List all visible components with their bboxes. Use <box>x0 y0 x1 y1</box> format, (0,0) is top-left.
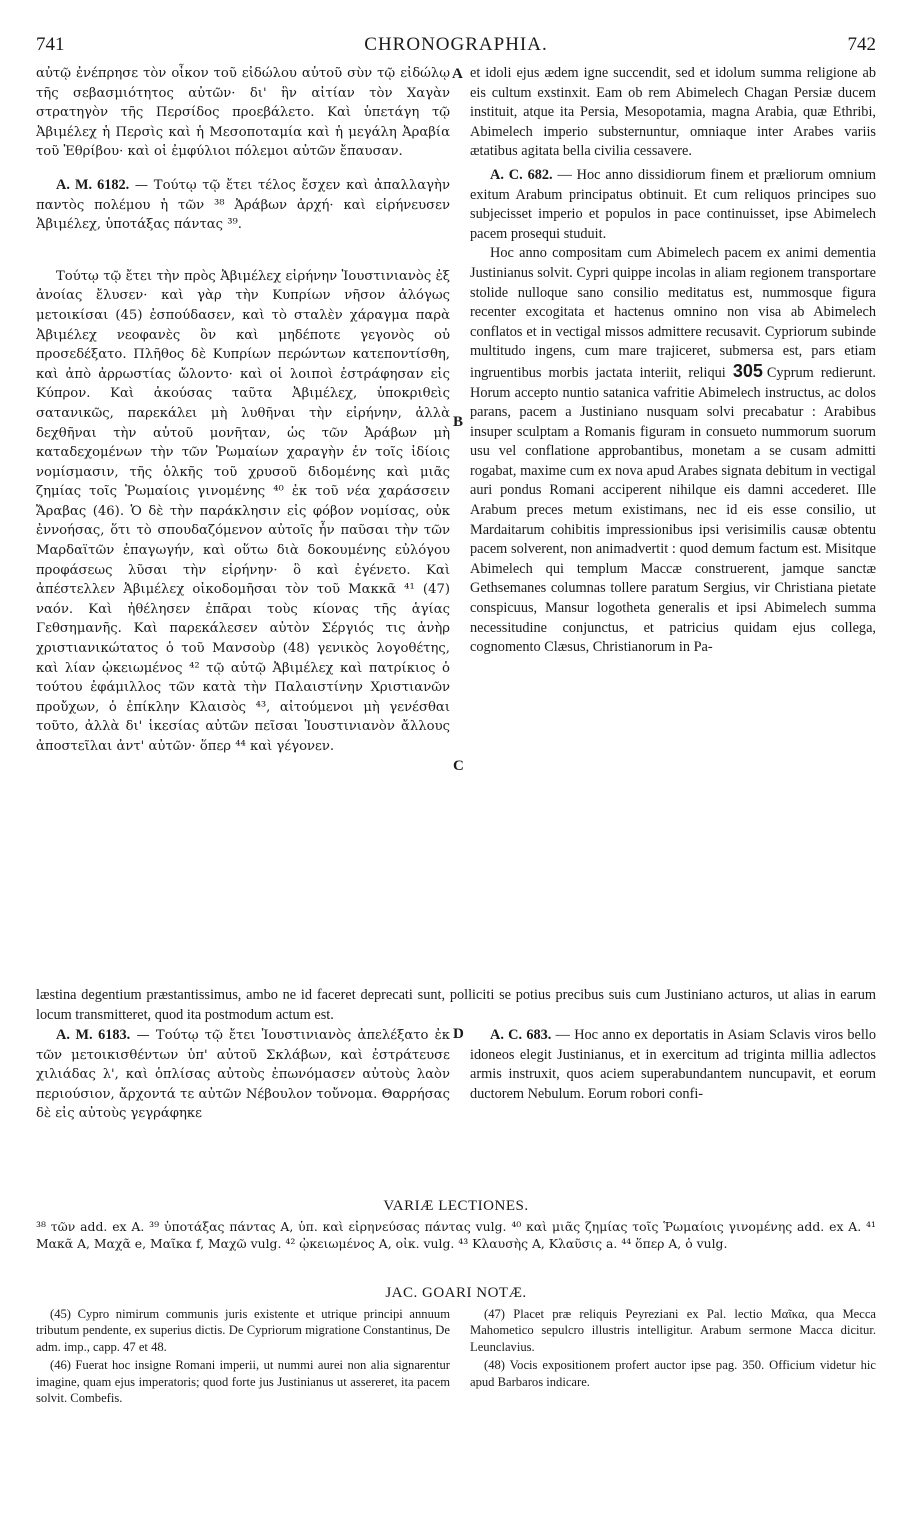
latin-paragraph-1: et idoli ejus ædem igne succendit, sed et idolum summa religione ab eis cultum exstinxit. Eam ob rem Abimelech Chagan Persiæ ducem instituit, atque ita Persia, Mesopotamia, magna Arabia, quæ Ethribi, Abimelech imperio substernuntur, omniaque inter Arabes variis ætatibus agitata bella civilia cessavere. <box>470 65 876 160</box>
latin-column-lower <box>470 1026 876 1104</box>
page-number-right: 742 <box>847 34 876 55</box>
greek-paragraph-2-text: — Τούτῳ τῷ ἔτει τέλος ἔσχεν καὶ ἀπαλλαγὴν παντὸς πολέμου ἡ τῶν ³⁸ Ἀράβων ἀρχή· καὶ εἰρήνευσεν Ἀβιμέλεχ, ὑποτάξας πάντας ³⁹. <box>36 177 450 233</box>
latin-column <box>470 64 876 658</box>
latin-full-width-continuation: læstina degentium præstantissimus, ambo ne id faceret deprecati sunt, polliciti se potius precibus suis cum Justiniano acturos, ut alias in earum locum transmitteret, quod ita postmodum actum est. <box>36 987 876 1023</box>
notes-right-column <box>470 1306 876 1392</box>
latin-paragraph-3b: Cyprum redierunt. Horum accepto nuntio satanica vafritie Abimelech instructus, ac dolos parans, pacem a Justiniano nusquam solvi precabatur : Arabibus insuper sculptam a Romanis figuram in consueto nummorum suorum usu vel conflatione approbantibus, monetam a se cusam admitti rogabat, maxime cum ex nova apud Arabes signata debitum in vectigal auri pondus Romani acciperent nihilque eis damni accederet. Ille Arabum preces metum existimans, nec id eis esse consilio, ut Mardaitarum cohibitis impressionibus ipsi verisimilis causæ obtentu pacem solverent, non animadvertit : quod demum factum est. Misitque Abimelech qui templum Maccæ construerent, jamque sanctæ Gethsemanes columnas tollere paratum Sergius, vir Christiana pietate conspicuus, Mansur logotheta generalis et ipsi Abimelech summa necessitudine conjunctus, et patricius quidam ejus collega, cognomento Clæsus, Christianorum in Pa- <box>470 364 876 656</box>
column-marker-d: D <box>453 1026 464 1042</box>
greek-paragraph-3: Τούτῳ τῷ ἔτει τὴν πρὸς Ἀβιμέλεχ εἰρήνην Ἰουστινιανὸς ἐξ ἀνοίας ἔλυσεν· καὶ γὰρ τὴν Κυπρίων νῆσον ἀλόγως μετοικίσαι (45) ἐσπούδασεν, καὶ τὸ σταλὲν χάραγμα παρὰ Ἀβιμέλεχ νεοφανὲς ὂν καὶ μηδέποτε γεγονὸς οὐ προσεδέξατο. Πλῆθος δὲ Κυπρίων περώντων κατεποντίσθη, καὶ ἀπὸ ἀρρωστίας ὤλοντο· καὶ οἱ λοιποὶ ἐστράφησαν εἰς Κύπρον. Καὶ ἀκούσας ταῦτα Ἀβιμέλεχ, ὑποκριθεὶς σατανικῶς, παρεκάλει μὴ λυθῆναι τὴν εἰρήνην, ἀλλὰ δεχθῆναι τὴν αὐτοῦ μονῆταν, ὡς τῶν Ἀράβων μὴ καταδεχομένων τὴν τῶν Ῥωμαίων χαραγὴν ἐν τοῖς ἰδίοις νομίσμασιν, τῆς ὁλκῆς τοῦ χρυσοῦ διδομένης καὶ μιᾶς ζημίας τοῖς Ῥωμαίοις γινομένης ⁴⁰ ἐκ τοῦ νέα χαράσσειν Ἄραβας (46). Ὁ δὲ τὴν παράκλησιν εἰς φόβον νομίσας, οὐκ ἐννοήσας, ὅτι τὸ σπουδαζόμενον αὐτοῖς ἦν παῦσαι τὴν τῶν Μαρδαϊτῶν ἐπαγωγήν, καὶ οὕτω διὰ δοκουμένης εὐλόγου προφάσεως λῦσαι τὴν εἰρήνην· ὃ καὶ ἐγένετο. Καὶ ἀπέστελλεν Ἀβιμέλεχ οἰκοδομῆσαι τὸν τοῦ Μακκᾶ ⁴¹ (47) ναόν. Καὶ ἠθέλησεν ἐπᾶραι τοὺς κίονας τῆς ἁγίας Γεθσημανῆς. Καὶ παρεκάλεσεν αὐτὸν Σέργιός τις ἀνὴρ χριστιανικώτατος ὁ τοῦ Μανσοὺρ (48) γενικὸς λογοθέτης, καὶ λίαν ᾠκειωμένος ⁴² τῷ αὐτῷ Ἀβιμέλεχ καὶ πατρίκιος ὁ τούτου ἐφάμιλλος τῶν κατὰ τὴν Παλαιστίνην Χριστιανῶν προὔχων, ὁ ἐπίκλην Κλαισὸς ⁴³, αἰτούμενοι μὴ γενέσθαι τοῦτο, ἀλλὰ δι' ἱκεσίας αὐτῶν πεῖσαι Ἰουστινιανὸν ἄλλους ἀποστεῖλαι ἀντ' αὐτῶν· ὅπερ ⁴⁴ καὶ γέγονεν. <box>36 268 450 754</box>
note-48: (48) Vocis expositionem profert auctor ipse pag. 350. Officium videtur hic apud Barbaros indicare. <box>470 1358 876 1389</box>
greek-year-6182: A. M. 6182. <box>56 176 130 193</box>
note-46: (46) Fuerat hoc insigne Romani imperii, ut nummi aurei non alia signarentur imagine, quam ejus imperatoris; quod forte jus Justinianus ut assereret, ita pacem solvit. Combefis. <box>36 1358 450 1406</box>
latin-paragraph-2-text: — Hoc anno dissidiorum finem et præliorum omnium exitum Arabum principatus obtinuit. Et cum reliquos principes suo subjecisset imperio et populos in pace continuisset, ipse Abimelech pacem prosequi studuit. <box>470 166 876 242</box>
page-header <box>36 34 876 60</box>
margin-page-number: 305 <box>732 360 763 381</box>
variae-lectiones-title: VARIÆ LECTIONES. <box>383 1198 529 1214</box>
column-marker-c: C <box>453 758 464 774</box>
note-45: (45) Cypro nimirum communis juris existente et utrique principi annuum tributum pendente, ex superius dictis. De Cypriorum migratione Constantinus, De adm. imp., capp. 47 et 48. <box>36 1307 450 1354</box>
greek-paragraph-1: αὐτῷ ἐνέπρησε τὸν οἶκον τοῦ εἰδώλου αὐτοῦ σὺν τῷ εἰδώλῳ τῆς σεβασμιότητος αὐτῶν· δι' ἣν αἰτίαν τὸν Χαγὰν στρατηγὸν τῆς Περσίδος προεβάλετο. Καὶ ὑπετάγη τῷ Ἀβιμέλεχ ἡ Περσὶς καὶ ἡ Μεσοποταμία καὶ ἡ μεγάλη Ἀραβία τοῦ Ἐθρίβου· καὶ οἱ ἐμφύλιοι πόλεμοι αὐτῶν ἔπαυσαν. <box>36 66 450 160</box>
latin-paragraph-2 <box>470 166 876 244</box>
latin-year-682: A. C. 682. <box>490 166 553 183</box>
latin-paragraph-4-text: — Hoc anno ex deportatis in Asiam Sclavis viros bello idoneos elegit Justinianus, et in exercitum ad triginta millia adlectos armis instruxit, quos aciem superabundantem nuncupavit, et eorum ductorem Nebulum. Eorum robori confi- <box>470 1027 876 1102</box>
notes-left-column <box>36 1306 450 1408</box>
notae-title: JAC. GOARI NOTÆ. <box>385 1285 527 1301</box>
variae-lectiones-text: ³⁸ τῶν add. ex A. ³⁹ ὑποτάξας πάντας A, ὑπ. καὶ εἰρηνεύσας πάντας vulg. ⁴⁰ καὶ μιᾶς ζημίας τοῖς Ῥωμαίοις γινομένης add. ex A. ⁴¹ Μακᾶ A, Μαχᾶ e, Μαῖκα f, Μαχῶ vulg. ⁴² ᾠκειωμένος A, οἰκ. vulg. ⁴³ Κλαυσὴς A, Κλαῦσις a. ⁴⁴ ὅπερ A, ὁ vulg. <box>36 1219 876 1251</box>
page-number-left: 741 <box>36 34 65 55</box>
latin-paragraph-3a: Hoc anno compositam cum Abimelech pacem ex animi dementia Justinianus solvit. Cypri quippe incolas in aliam regionem transportare stolide nulloque sano consilio meditatus est, nummosque figura recenter excogitata et hactenus omnino non visa ab Abimelech conflatos et in vectigal missos admittere recusavit. Cypriorum subinde multitudo ingens, cum mare trajiceret, submersa est, pars etiam ingruentibus morbis jactata interiit, reliqui <box>470 245 876 381</box>
greek-column <box>36 64 450 757</box>
greek-paragraph-2 <box>36 176 450 235</box>
note-47: (47) Placet præ reliquis Peyreziani ex Pal. lectio Μαῖκα, qua Mecca Mahometico sepulcro illustris intelligitur. Arabum sermone Macca dicitur. Leunclavius. <box>470 1307 876 1354</box>
greek-year-6183: A. M. 6183. <box>56 1027 131 1043</box>
greek-paragraph-4 <box>36 1026 450 1124</box>
running-title: CHRONOGRAPHIA. <box>364 34 548 55</box>
greek-paragraph-4-text: — Τούτῳ τῷ ἔτει Ἰουστινιανὸς ἀπελέξατο ἐκ τῶν μετοικισθέντων ὑπ' αὐτοῦ Σκλάβων, καὶ ἐστράτευσε χιλιάδας λ', καὶ ὁπλίσας αὐτοὺς ἐπωνόμασεν αὐτοὺς λαὸν περιούσιον, ἄρχοντά τε αὐτῶν Νέβουλον τοὔνομα. Θαρρήσας δὲ εἰς αὐτοὺς γεγράφηκε <box>36 1028 450 1122</box>
latin-year-683: A. C. 683. <box>490 1027 552 1043</box>
greek-column-lower <box>36 1026 450 1124</box>
column-marker-b: B <box>453 414 464 430</box>
latin-paragraph-4 <box>470 1026 876 1104</box>
column-marker-a: A <box>452 66 463 82</box>
latin-paragraph-3 <box>470 244 876 657</box>
